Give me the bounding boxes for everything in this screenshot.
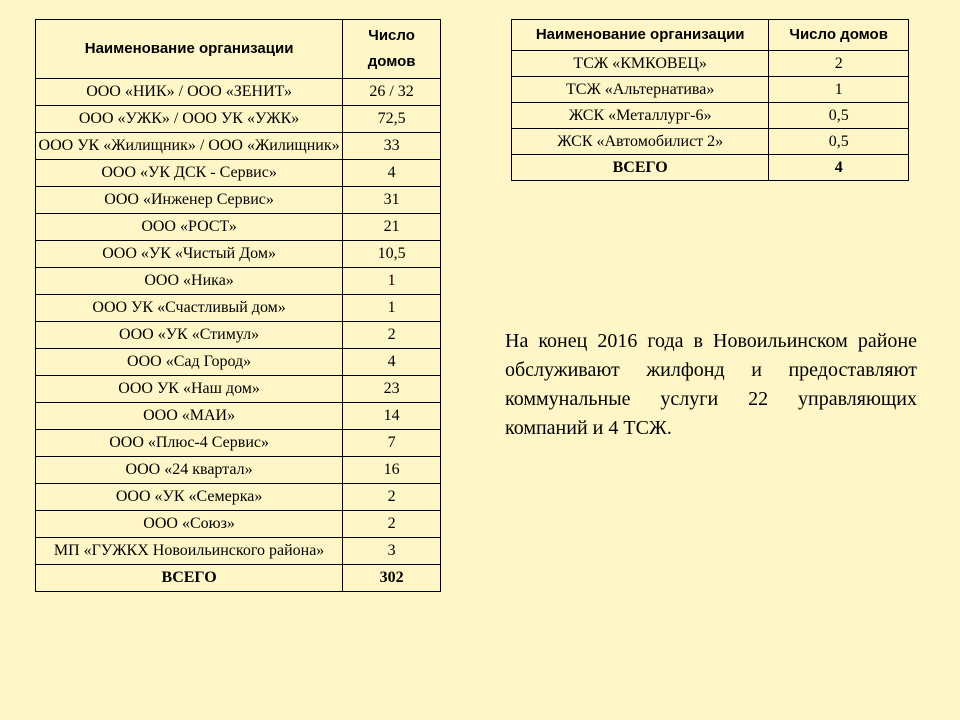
table-row xyxy=(36,349,441,376)
cell-count: 14 xyxy=(343,403,441,430)
cell-count: 16 xyxy=(343,457,441,484)
cell-name: ООО «УК «Чистый Дом» xyxy=(36,241,343,268)
table-row xyxy=(36,79,441,106)
table-row xyxy=(36,214,441,241)
summary-text: На конец 2016 года в Новоильинском районе обслуживают жилфонд и предоставляют коммунальные услуги 22 управляющих компаний и 4 ТСЖ. xyxy=(505,330,917,439)
cell-name: ООО «НИК» / ООО «ЗЕНИТ» xyxy=(36,79,343,106)
cell-name: ООО «МАИ» xyxy=(36,403,343,430)
table-row xyxy=(36,133,441,160)
cell-name: ООО «24 квартал» xyxy=(36,457,343,484)
cell-count: 2 xyxy=(769,51,909,77)
cell-count: 2 xyxy=(343,322,441,349)
table-row xyxy=(36,160,441,187)
table-row xyxy=(36,430,441,457)
cell-name: ООО «Плюс-4 Сервис» xyxy=(36,430,343,457)
total-row xyxy=(512,155,909,181)
cell-count: 2 xyxy=(343,511,441,538)
cell-name: ТСЖ «КМКОВЕЦ» xyxy=(512,51,769,77)
table-row xyxy=(36,484,441,511)
cell-name: ЖСК «Автомобилист 2» xyxy=(512,129,769,155)
cell-count: 4 xyxy=(343,160,441,187)
table-row xyxy=(512,77,909,103)
table-row xyxy=(512,103,909,129)
total-name: ВСЕГО xyxy=(512,155,769,181)
cell-count: 0,5 xyxy=(769,129,909,155)
cell-count: 3 xyxy=(343,538,441,565)
cell-count: 33 xyxy=(343,133,441,160)
table-row xyxy=(512,129,909,155)
header-name: Наименование организации xyxy=(36,20,343,79)
cell-name: ООО «УК ДСК - Сервис» xyxy=(36,160,343,187)
table-header-row xyxy=(36,20,441,79)
table-row xyxy=(36,106,441,133)
table-row xyxy=(36,241,441,268)
cell-count: 23 xyxy=(343,376,441,403)
total-row xyxy=(36,565,441,592)
cell-name: ООО «УЖК» / ООО УК «УЖК» xyxy=(36,106,343,133)
table-row xyxy=(36,295,441,322)
cell-name: ООО «Сад Город» xyxy=(36,349,343,376)
cell-name: ООО «РОСТ» xyxy=(36,214,343,241)
table-row xyxy=(36,322,441,349)
cell-name: ООО «УК «Стимул» xyxy=(36,322,343,349)
table-header-row xyxy=(512,20,909,51)
right-organizations-table xyxy=(511,19,909,181)
cell-name: ООО «Союз» xyxy=(36,511,343,538)
total-name: ВСЕГО xyxy=(36,565,343,592)
cell-count: 0,5 xyxy=(769,103,909,129)
header-name: Наименование организации xyxy=(512,20,769,51)
cell-name: ООО УК «Счастливый дом» xyxy=(36,295,343,322)
total-count: 302 xyxy=(343,565,441,592)
cell-name: ООО УК «Жилищник» / ООО «Жилищник» xyxy=(36,133,343,160)
cell-name: МП «ГУЖКХ Новоильинского района» xyxy=(36,538,343,565)
table-row xyxy=(36,403,441,430)
cell-count: 1 xyxy=(769,77,909,103)
table-row xyxy=(36,268,441,295)
table-row xyxy=(36,538,441,565)
table-row xyxy=(512,51,909,77)
header-count: Число домов xyxy=(343,20,441,79)
cell-name: ООО «УК «Семерка» xyxy=(36,484,343,511)
cell-count: 72,5 xyxy=(343,106,441,133)
cell-count: 1 xyxy=(343,268,441,295)
cell-count: 4 xyxy=(343,349,441,376)
cell-count: 7 xyxy=(343,430,441,457)
table-row xyxy=(36,187,441,214)
cell-count: 1 xyxy=(343,295,441,322)
cell-name: ТСЖ «Альтернатива» xyxy=(512,77,769,103)
cell-count: 21 xyxy=(343,214,441,241)
cell-count: 26 / 32 xyxy=(343,79,441,106)
table-row xyxy=(36,511,441,538)
table-row xyxy=(36,457,441,484)
total-count: 4 xyxy=(769,155,909,181)
header-count: Число домов xyxy=(769,20,909,51)
cell-name: ЖСК «Металлург-6» xyxy=(512,103,769,129)
cell-name: ООО «Инженер Сервис» xyxy=(36,187,343,214)
cell-name: ООО «Ника» xyxy=(36,268,343,295)
table-row xyxy=(36,376,441,403)
cell-count: 2 xyxy=(343,484,441,511)
left-organizations-table xyxy=(35,19,441,592)
cell-name: ООО УК «Наш дом» xyxy=(36,376,343,403)
cell-count: 31 xyxy=(343,187,441,214)
cell-count: 10,5 xyxy=(343,241,441,268)
